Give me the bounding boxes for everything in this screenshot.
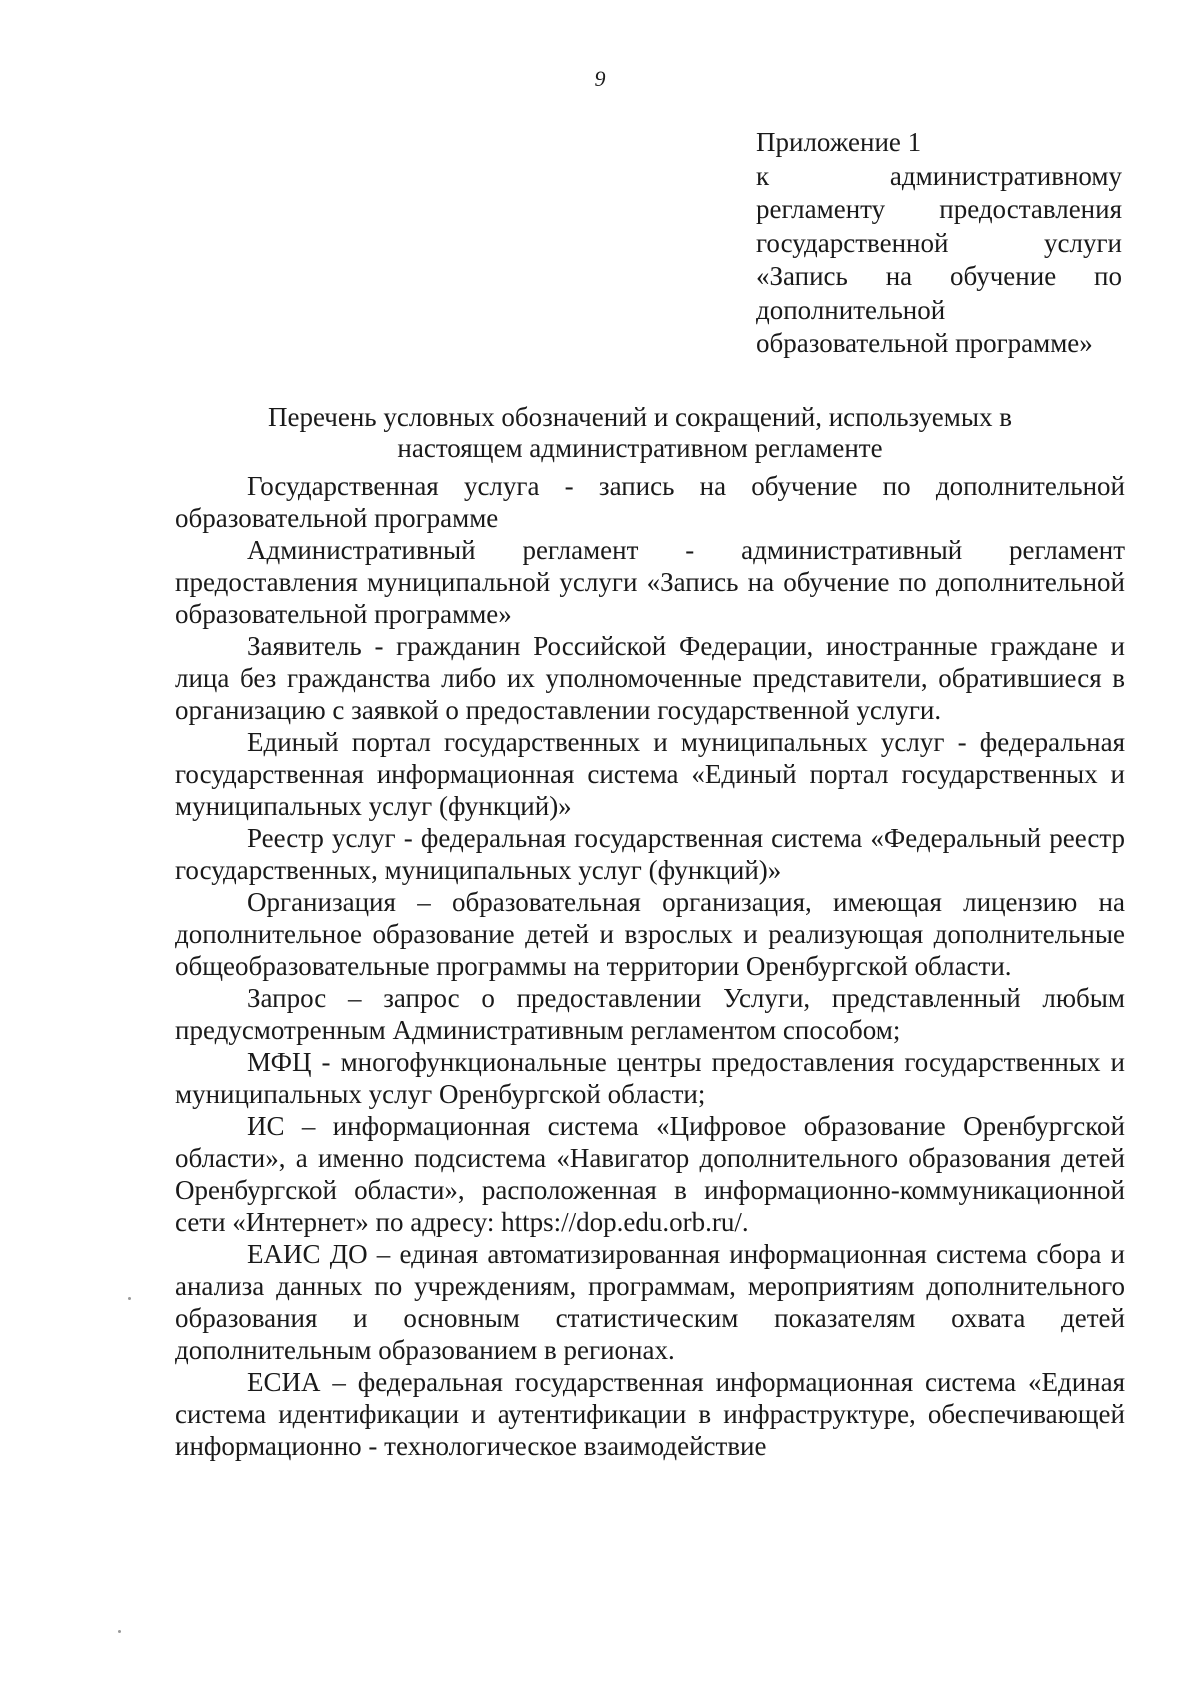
definition-paragraph: Государственная услуга - запись на обучение по дополнительной образовательной программе [175, 471, 1125, 533]
page-number: 9 [594, 66, 606, 91]
definition-paragraph: Запрос – запрос о предоставлении Услуги, представленный любым предусмотренным Административным регламентом способом; [175, 983, 1125, 1045]
definitions-list [175, 470, 1125, 1462]
definition-paragraph: МФЦ - многофункциональные центры предоставления государственных и муниципальных услуг Оренбургской области; [175, 1047, 1125, 1109]
appendix-title: Приложение 1 [756, 127, 922, 157]
scan-speck [118, 1630, 121, 1633]
appendix-line: регламенту предоставления [756, 194, 1122, 224]
appendix-line: государственной услуги [756, 227, 1122, 258]
definition-paragraph: Административный регламент - административный регламент предоставления муниципальной услуги «Запись на обучение по дополнительной образовательной программе» [175, 535, 1125, 629]
appendix-block [756, 126, 1122, 361]
definition-paragraph: ЕСИА – федеральная государственная информационная система «Единая система идентификации и аутентификации в инфраструктуре, обеспечивающей информационно - технологическое взаимодействие [175, 1367, 1125, 1461]
scan-speck [128, 1297, 131, 1300]
definition-paragraph: ЕАИС ДО – единая автоматизированная информационная система сбора и анализа данных по учреждениям, программам, мероприятиям дополнительного образования и основным статистическим показателям охвата детей дополнительным образованием в регионах. [175, 1239, 1125, 1365]
definition-paragraph: Заявитель - гражданин Российской Федерации, иностранные граждане и лица без гражданства либо их уполномоченные представители, обратившиеся в организацию с заявкой о предоставлении государственной услуги. [175, 631, 1125, 725]
definition-paragraph: Организация – образовательная организация, имеющая лицензию на дополнительное образование детей и взрослых и реализующая дополнительные общеобразовательные программы на территории Оренбургской области. [175, 887, 1125, 981]
section-heading [160, 402, 1120, 464]
appendix-line: дополнительной [756, 294, 946, 325]
appendix-line: образовательной программе» [756, 328, 1093, 358]
heading-line: Перечень условных обозначений и сокращений, используемых в [267, 402, 1012, 432]
heading-line: настоящем административном регламенте [397, 433, 883, 463]
definition-paragraph: Единый портал государственных и муниципальных услуг - федеральная государственная информационная система «Единый портал государственных и муниципальных услуг (функций)» [175, 727, 1125, 821]
appendix-line: «Запись на обучение по [756, 261, 1122, 291]
definition-paragraph: Реестр услуг - федеральная государственная система «Федеральный реестр государственных, муниципальных услуг (функций)» [175, 823, 1125, 885]
definition-paragraph: ИС – информационная система «Цифровое образование Оренбургской области», а именно подсистема «Навигатор дополнительного образования детей Оренбургской области», расположенная в информационно-коммуникационной сети «Интернет» по адресу: https://dop.edu.orb.ru/. [175, 1111, 1125, 1237]
appendix-line: к административному [756, 160, 1122, 191]
